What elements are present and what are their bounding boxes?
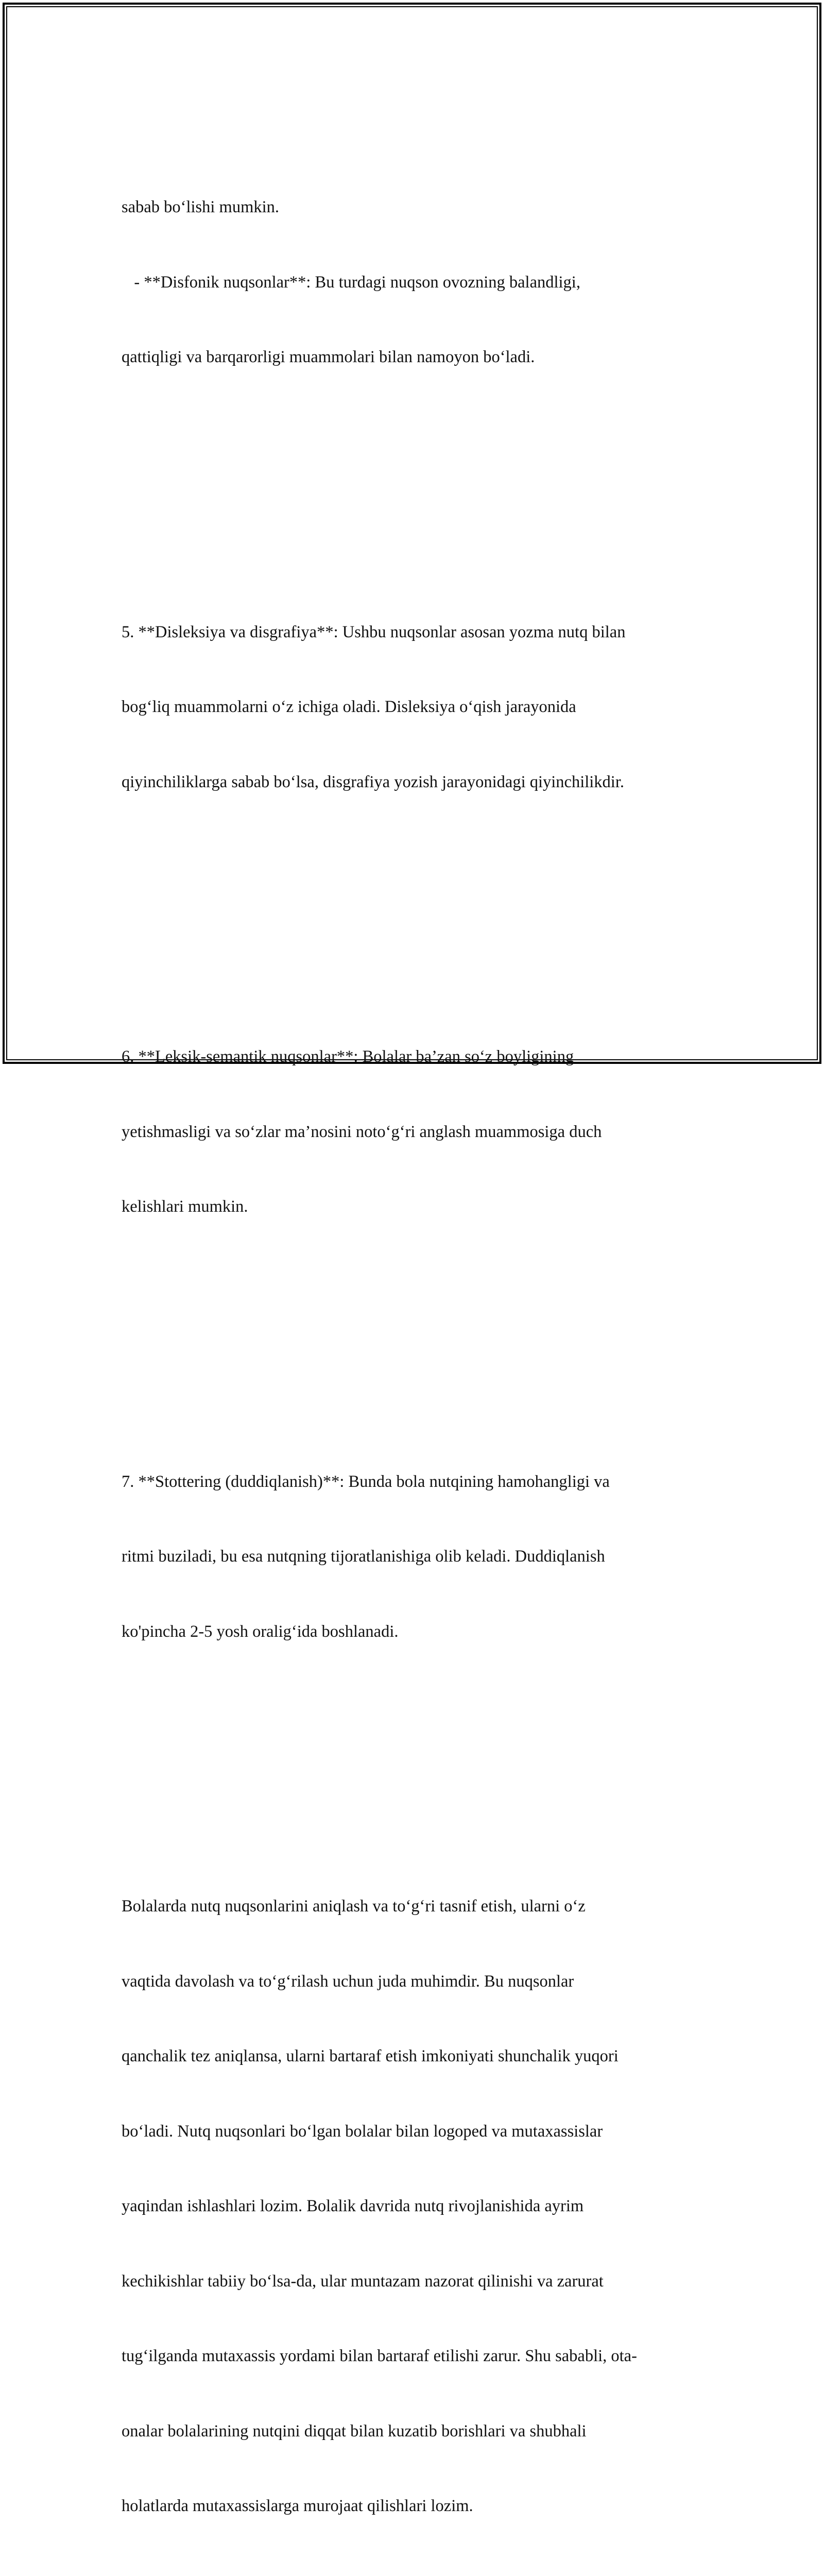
paragraph-intro-tail [122, 145, 714, 420]
paragraph-item-5 [122, 570, 714, 845]
text-line: 7. **Stottering (duddiqlanish)**: Bunda bola nutqining hamohangligi va [122, 1472, 610, 1491]
text-line: sabab bo‘lishi mumkin. [122, 198, 280, 216]
paragraph-gap [122, 470, 714, 495]
document-body [122, 95, 714, 2576]
paragraph-item-7 [122, 1419, 714, 1694]
text-line: vaqtida davolash va to‘g‘rilash uchun juda muhimdir. Bu nuqsonlar [122, 1972, 574, 1991]
text-line: yaqindan ishlashlari lozim. Bolalik davrida nutq rivojlanishida ayrim [122, 2197, 584, 2215]
text-line: Bolalarda nutq nuqsonlarini aniqlash va to‘g‘ri tasnif etish, ularni o‘z [122, 1897, 586, 1916]
text-line: tug‘ilganda mutaxassis yordami bilan bartaraf etilishi zarur. Shu sababli, ota- [122, 2347, 637, 2365]
text-line: kechikishlar tabiiy bo‘lsa-da, ular muntazam nazorat qilinishi va zarurat [122, 2272, 604, 2291]
paragraph-item-6 [122, 994, 714, 1269]
text-line: qattiqligi va barqarorligi muammolari bilan namoyon bo‘ladi. [122, 348, 535, 366]
text-line: qiyinchiliklarga sabab bo‘lsa, disgrafiya yozish jarayonidagi qiyinchilikdir. [122, 772, 624, 791]
paragraph-conclusion [122, 1844, 714, 2569]
text-line: ko'pincha 2-5 yosh oralig‘ida boshlanadi. [122, 1622, 399, 1641]
text-line: ritmi buziladi, bu esa nutqning tijoratlanishiga olib keladi. Duddiqlanish [122, 1547, 605, 1566]
text-line: holatlarda mutaxassislarga murojaat qilishlari lozim. [122, 2497, 473, 2515]
text-line: yetishmasligi va so‘zlar ma’nosini noto‘g‘ri anglash muammosiga duch [122, 1122, 602, 1141]
text-line: bog‘liq muammolarni o‘z ichiga oladi. Disleksiya o‘qish jarayonida [122, 698, 576, 716]
text-line: onalar bolalarining nutqini diqqat bilan kuzatib borishlari va shubhali [122, 2421, 587, 2441]
text-line: qanchalik tez aniqlansa, ularni bartaraf etish imkoniyati shunchalik yuqori [122, 2047, 619, 2065]
paragraph-gap [122, 1319, 714, 1345]
text-line: bo‘ladi. Nutq nuqsonlari bo‘lgan bolalar bilan logoped va mutaxassislar [122, 2122, 603, 2141]
paragraph-gap [122, 1744, 714, 1769]
paragraph-gap [122, 894, 714, 920]
text-line: 5. **Disleksiya va disgrafiya**: Ushbu nuqsonlar asosan yozma nutq bilan [122, 622, 626, 641]
text-line: 6. **Leksik-semantik nuqsonlar**: Bolalar ba’zan so‘z boyligining [122, 1047, 574, 1066]
text-line: - **Disfonik nuqsonlar**: Bu turdagi nuqson ovozning balandligi, [122, 273, 580, 292]
text-line: kelishlari mumkin. [122, 1197, 248, 1216]
